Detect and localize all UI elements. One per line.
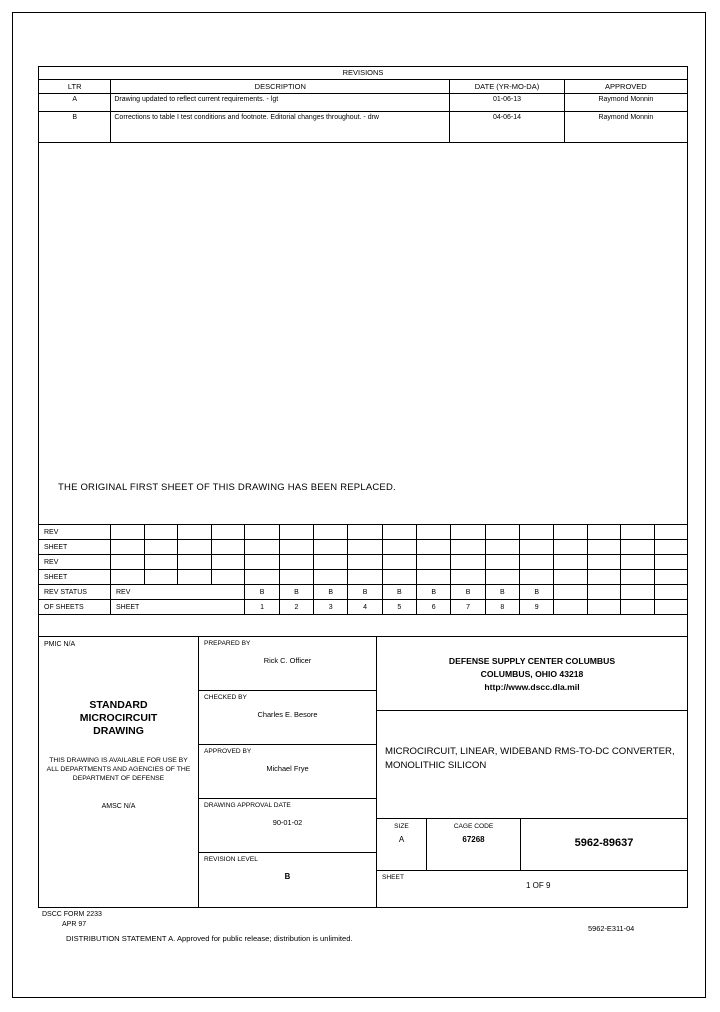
rev-sublabel: REV xyxy=(110,585,244,600)
checked-by-label: CHECKED BY xyxy=(204,694,247,701)
sheet-sublabel: SHEET xyxy=(110,600,244,615)
grid-cell xyxy=(554,570,587,585)
grid-cell xyxy=(144,540,178,555)
rev-value: B xyxy=(451,585,485,600)
grid-cell xyxy=(485,540,519,555)
grid-cell xyxy=(587,540,620,555)
drawing-number-cell xyxy=(521,819,687,870)
agency-url: http://www.dscc.dla.mil xyxy=(484,682,580,692)
title-block xyxy=(38,636,688,908)
grid-cell xyxy=(245,540,279,555)
grid-label-rev: REV xyxy=(39,525,111,540)
rev-value: B xyxy=(485,585,519,600)
grid-cell xyxy=(451,555,485,570)
footer-distribution-statement: DISTRIBUTION STATEMENT A. Approved for public release; distribution is unlimited. xyxy=(66,934,353,943)
size-value: A xyxy=(398,835,405,844)
agency-block xyxy=(377,637,687,711)
drawing-approval-date-cell xyxy=(199,799,376,853)
grid-cell xyxy=(314,525,348,540)
grid-cell xyxy=(485,570,519,585)
revision-approved: Raymond Monnin xyxy=(564,94,687,112)
sheet-value: 1 xyxy=(245,600,279,615)
grid-cell xyxy=(554,600,587,615)
sheet-value: 9 xyxy=(520,600,554,615)
checked-by-value: Charles E. Besore xyxy=(257,710,318,719)
table-row xyxy=(39,112,688,143)
sheet-value: 3 xyxy=(314,600,348,615)
grid-label-rev: REV xyxy=(39,555,111,570)
grid-cell xyxy=(382,555,416,570)
grid-cell xyxy=(178,525,212,540)
footer-form-number: DSCC FORM 2233 xyxy=(42,911,102,918)
grid-cell xyxy=(621,555,654,570)
pmic-label: PMIC N/A xyxy=(44,641,76,648)
grid-cell xyxy=(382,570,416,585)
revision-date: 01-06-13 xyxy=(450,94,565,112)
grid-cell xyxy=(279,525,313,540)
standard-microcircuit-drawing-label: STANDARD MICROCIRCUIT DRAWING xyxy=(79,699,158,737)
grid-cell xyxy=(382,540,416,555)
grid-cell xyxy=(417,540,451,555)
grid-cell xyxy=(587,585,620,600)
grid-cell xyxy=(485,525,519,540)
grid-cell xyxy=(587,600,620,615)
sheet-row xyxy=(377,871,687,907)
revision-ltr: B xyxy=(39,112,111,143)
grid-cell xyxy=(348,570,382,585)
revision-level-value: B xyxy=(284,872,291,881)
table-row xyxy=(39,585,688,600)
sheet-value: 6 xyxy=(417,600,451,615)
of-sheets-label: OF SHEETS xyxy=(39,600,111,615)
rev-value: B xyxy=(245,585,279,600)
footer-form-info xyxy=(42,910,102,930)
size-label: SIZE xyxy=(394,823,409,830)
approved-by-cell xyxy=(199,745,376,799)
revisions-header-ltr: LTR xyxy=(39,80,111,94)
grid-cell xyxy=(621,525,654,540)
cage-code-value: 67268 xyxy=(462,835,485,844)
revisions-header-approved: APPROVED xyxy=(564,80,687,94)
grid-cell xyxy=(417,525,451,540)
sheet-value: 8 xyxy=(485,600,519,615)
table-row xyxy=(39,525,688,540)
rev-value: B xyxy=(314,585,348,600)
rev-value: B xyxy=(520,585,554,600)
footer-form-date: APR 97 xyxy=(62,921,87,928)
revision-status-grid xyxy=(38,524,688,615)
replacement-notice: THE ORIGINAL FIRST SHEET OF THIS DRAWING HAS BEEN REPLACED. xyxy=(58,482,396,493)
amsc-label: AMSC N/A xyxy=(101,803,136,810)
grid-cell xyxy=(520,525,554,540)
title-block-right xyxy=(377,637,687,907)
grid-cell xyxy=(279,540,313,555)
grid-cell xyxy=(245,525,279,540)
agency-line-2: COLUMBUS, OHIO 43218 xyxy=(480,669,584,679)
approved-by-value: Michael Frye xyxy=(266,764,309,773)
grid-cell xyxy=(654,555,687,570)
grid-cell xyxy=(382,525,416,540)
grid-cell xyxy=(211,555,245,570)
grid-cell xyxy=(587,525,620,540)
grid-cell xyxy=(348,540,382,555)
sheet-value: 1 OF 9 xyxy=(526,881,551,890)
grid-cell xyxy=(178,570,212,585)
revisions-header-description: DESCRIPTION xyxy=(111,80,450,94)
grid-cell xyxy=(520,570,554,585)
revision-level-label: REVISION LEVEL xyxy=(204,856,258,863)
grid-cell xyxy=(314,555,348,570)
grid-cell xyxy=(245,570,279,585)
grid-cell xyxy=(314,570,348,585)
table-row xyxy=(39,540,688,555)
size-cage-drawing-row xyxy=(377,819,687,871)
prepared-by-label: PREPARED BY xyxy=(204,640,251,647)
grid-cell xyxy=(621,600,654,615)
grid-cell xyxy=(654,600,687,615)
cage-code-label: CAGE CODE xyxy=(453,823,494,830)
grid-cell xyxy=(279,555,313,570)
grid-cell xyxy=(417,555,451,570)
drawing-number-value: 5962-89637 xyxy=(574,837,634,849)
sheet-label: SHEET xyxy=(382,874,404,881)
grid-cell xyxy=(554,525,587,540)
checked-by-cell xyxy=(199,691,376,745)
title-block-left xyxy=(39,637,199,907)
grid-cell xyxy=(348,525,382,540)
grid-cell xyxy=(654,525,687,540)
grid-cell xyxy=(621,585,654,600)
grid-cell xyxy=(554,585,587,600)
size-cell xyxy=(377,819,427,870)
grid-cell xyxy=(110,525,144,540)
prepared-by-value: Rick C. Officer xyxy=(263,656,312,665)
rev-value: B xyxy=(348,585,382,600)
grid-cell xyxy=(178,555,212,570)
grid-cell xyxy=(211,570,245,585)
grid-cell xyxy=(554,540,587,555)
revision-description: Drawing updated to reflect current requirements. - lgt xyxy=(111,94,450,112)
grid-cell xyxy=(279,570,313,585)
grid-cell xyxy=(178,540,212,555)
grid-cell xyxy=(520,555,554,570)
grid-cell xyxy=(110,555,144,570)
rev-value: B xyxy=(382,585,416,600)
sheet-value: 5 xyxy=(382,600,416,615)
revision-ltr: A xyxy=(39,94,111,112)
grid-cell xyxy=(485,555,519,570)
revision-date: 04-06-14 xyxy=(450,112,565,143)
grid-cell xyxy=(110,540,144,555)
revision-level-cell xyxy=(199,853,376,907)
table-row xyxy=(39,555,688,570)
table-row xyxy=(39,94,688,112)
revisions-header-date: DATE (YR-MO-DA) xyxy=(450,80,565,94)
footer-document-id: 5962-E311-04 xyxy=(588,924,635,933)
approved-by-label: APPROVED BY xyxy=(204,748,252,755)
grid-cell xyxy=(211,540,245,555)
grid-cell xyxy=(587,570,620,585)
grid-cell xyxy=(417,570,451,585)
grid-cell xyxy=(314,540,348,555)
prepared-by-cell xyxy=(199,637,376,691)
table-row xyxy=(39,600,688,615)
grid-cell xyxy=(211,525,245,540)
grid-label-sheet: SHEET xyxy=(39,540,111,555)
table-row xyxy=(39,570,688,585)
rev-value: B xyxy=(417,585,451,600)
grid-cell xyxy=(654,540,687,555)
grid-cell xyxy=(621,540,654,555)
grid-cell xyxy=(520,540,554,555)
title-block-signatures xyxy=(199,637,377,907)
grid-cell xyxy=(110,570,144,585)
grid-cell xyxy=(245,555,279,570)
grid-cell xyxy=(654,585,687,600)
cage-code-cell xyxy=(427,819,521,870)
revision-approved: Raymond Monnin xyxy=(564,112,687,143)
revisions-table xyxy=(38,66,688,143)
grid-cell xyxy=(654,570,687,585)
agency-line-1: DEFENSE SUPPLY CENTER COLUMBUS xyxy=(448,656,616,666)
grid-cell xyxy=(144,555,178,570)
grid-label-sheet: SHEET xyxy=(39,570,111,585)
rev-status-label: REV STATUS xyxy=(39,585,111,600)
grid-cell xyxy=(144,570,178,585)
revisions-title: REVISIONS xyxy=(39,66,688,80)
drawing-description: MICROCIRCUIT, LINEAR, WIDEBAND RMS-TO-DC CONVERTER, MONOLITHIC SILICON xyxy=(377,711,687,819)
grid-cell xyxy=(451,570,485,585)
drawing-approval-date-value: 90-01-02 xyxy=(272,818,303,827)
grid-cell xyxy=(144,525,178,540)
grid-cell xyxy=(587,555,620,570)
sheet-value: 2 xyxy=(279,600,313,615)
grid-cell xyxy=(451,525,485,540)
revision-description: Corrections to table I test conditions and footnote. Editorial changes throughout. - drw xyxy=(111,112,450,143)
grid-cell xyxy=(348,555,382,570)
grid-cell xyxy=(554,555,587,570)
drawing-approval-date-label: DRAWING APPROVAL DATE xyxy=(204,802,291,809)
grid-cell xyxy=(621,570,654,585)
sheet-value: 4 xyxy=(348,600,382,615)
grid-cell xyxy=(451,540,485,555)
sheet-value: 7 xyxy=(451,600,485,615)
rev-value: B xyxy=(279,585,313,600)
availability-statement: THIS DRAWING IS AVAILABLE FOR USE BY ALL DEPARTMENTS AND AGENCIES OF THE DEPARTMENT OF DEFENSE xyxy=(46,757,191,782)
